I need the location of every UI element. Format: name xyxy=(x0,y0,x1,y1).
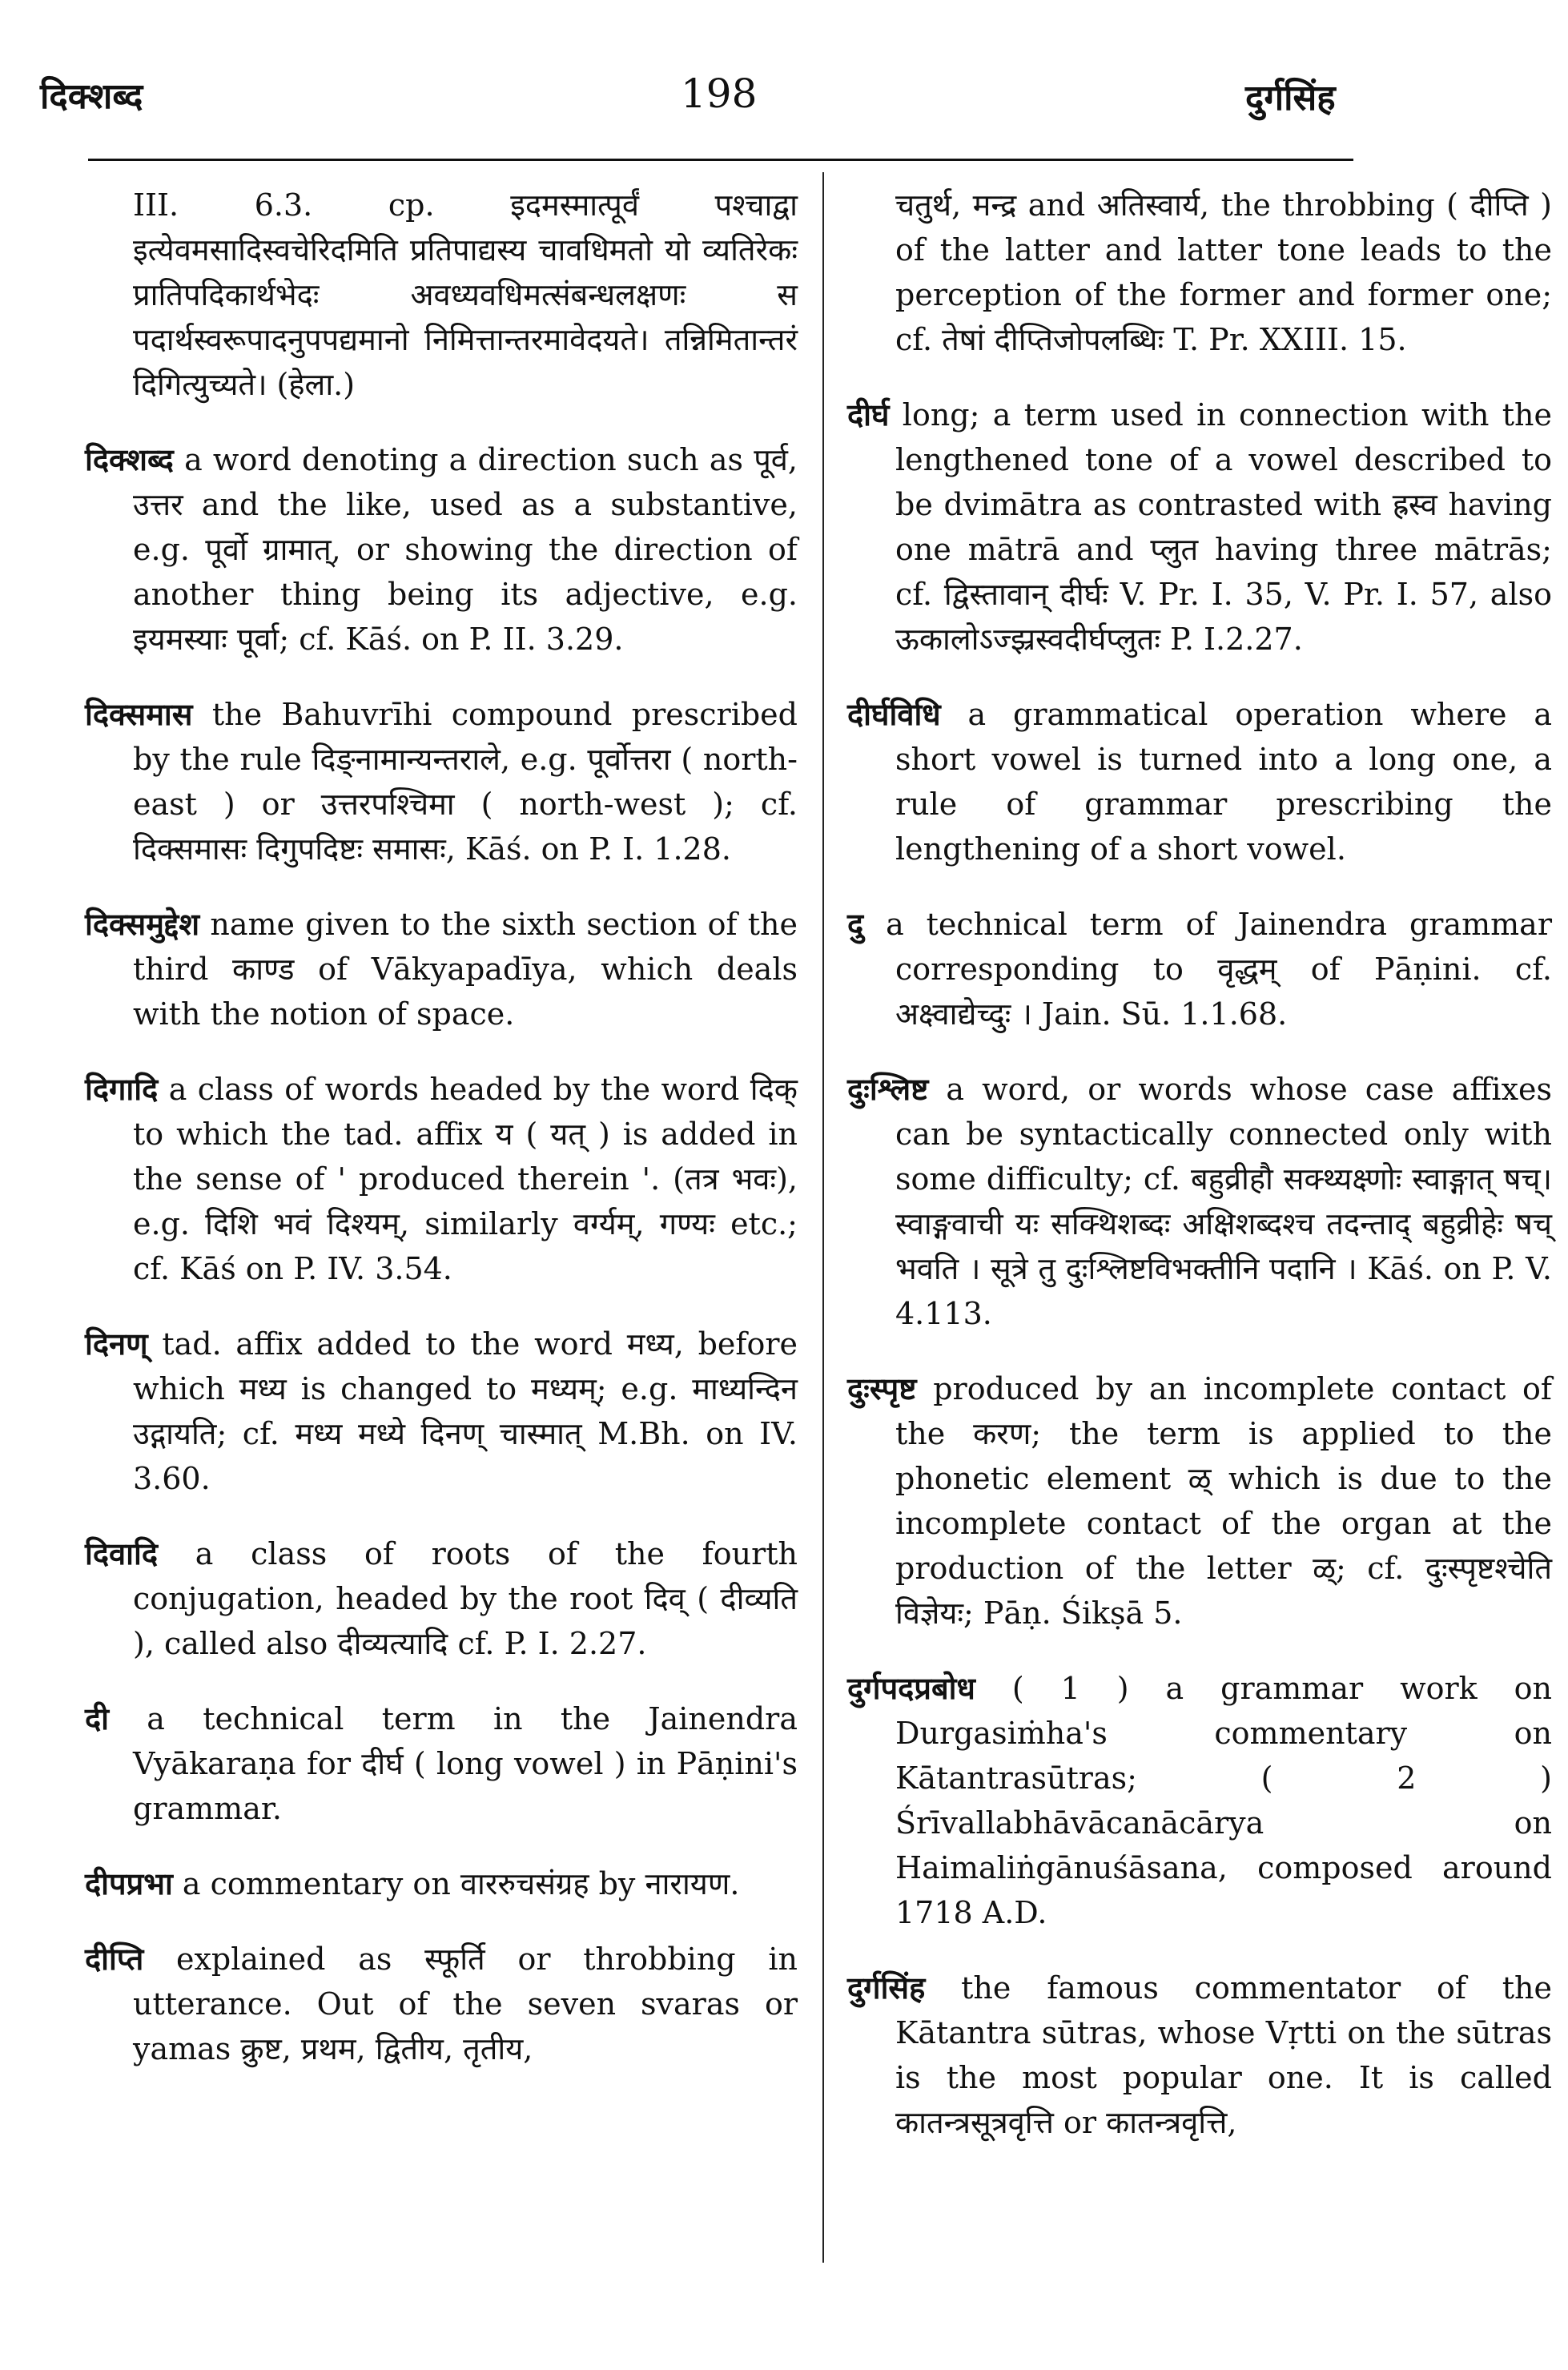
dictionary-entry xyxy=(847,1366,1552,1636)
dictionary-entry xyxy=(85,437,798,662)
entry-headword: दिगादि xyxy=(85,1071,159,1107)
left-column xyxy=(85,183,798,2102)
entry-definition: tad. affix added to the word मध्य, before which मध्य is changed to मध्यम्; e.g. माध्यन्दिन उद्गायति; cf. मध्य मध्ये दिनण् चास्मात् M.Bh. on IV. 3.60. xyxy=(133,1326,798,1496)
entry-headword: दिक्शब्द xyxy=(85,441,174,477)
dictionary-entry xyxy=(85,1067,798,1291)
dictionary-entry xyxy=(847,1666,1552,1935)
entry-headword: दिक्समास xyxy=(85,696,193,732)
dictionary-entry xyxy=(847,392,1552,662)
entry-definition: name given to the sixth section of the third काण्ड of Vākyapadīya, which deals with the notion of space. xyxy=(133,907,798,1032)
entry-definition: ( 1 ) a grammar work on Durgasiṁha's commentary on Kātantrasūtras; ( 2 ) Śrīvallabhāvācanācārya on Haimaliṅgānuśāsana, composed around 1718 A.D. xyxy=(895,1671,1552,1930)
entry-list xyxy=(847,392,1552,2145)
dictionary-entry xyxy=(847,1966,1552,2145)
entry-headword: दुःश्लिष्ट xyxy=(847,1071,929,1107)
entry-definition: a technical term of Jainendra grammar corresponding to वृद्धम् of Pāṇini. cf. अक्ष्वाद्येच्दुः । Jain. Sū. 1.1.68. xyxy=(863,907,1552,1032)
dictionary-entry xyxy=(847,902,1552,1036)
entry-definition: a class of words headed by the word दिक् to which the tad. affix य ( यत् ) is added in the sense of ' produced therein '. (तत्र भवः), e.g. दिशि भवं दिश्यम्, similarly वर्ग्यम्, गण्यः etc.; cf. Kāś on P. IV. 3.54. xyxy=(133,1072,798,1286)
entry-headword: दिनण् xyxy=(85,1326,148,1362)
entry-definition: produced by an incomplete contact of the करण; the term is applied to the phonetic element ळ् which is due to the incomplete contact of the organ at the production of the letter ळ्; cf. दुःस्पृष्टश्चेति विज्ञेयः; Pāṇ. Śikṣā 5. xyxy=(895,1371,1552,1631)
entry-headword: दीर्घ xyxy=(847,396,890,433)
entry-definition: a grammatical operation where a short vowel is turned into a long one, a rule of grammar prescribing the lengthening of a short vowel. xyxy=(895,697,1552,867)
entry-definition: a word, or words whose case affixes can be syntactically connected only with some difficulty; cf. बहुव्रीहौ सक्थ्यक्ष्णोः स्वाङ्गात् षच्। स्वाङ्गवाची यः सक्थिशब्दः अक्षिशब्दश्च तदन्ताद् बहुव्रीहेः षच् भवति । सूत्रे तु दुःश्लिष्टविभक्तीनि पदानि । Kāś. on P. V. 4.113. xyxy=(895,1072,1552,1331)
dictionary-entry xyxy=(85,1696,798,1831)
continuation-text: चतुर्थ, मन्द्र and अतिस्वार्य, the throbbing ( दीप्ति ) of the latter and latter tone leads to the perception of the former and former one; cf. तेषां दीप्तिजोपलब्धिः T. Pr. XXIII. 15. xyxy=(895,187,1552,357)
dictionary-entry xyxy=(847,1067,1552,1336)
entry-definition: a commentary on वाररुचसंग्रह by नारायण. xyxy=(172,1866,740,1901)
dictionary-entry xyxy=(85,1322,798,1501)
entry-headword: दी xyxy=(85,1700,110,1736)
dictionary-entry xyxy=(85,1861,798,1906)
entry-definition: long; a term used in connection with the lengthened tone of a vowel described to be dvimātra as contrasted with ह्रस्व having one mātrā and प्लुत having three mātrās; cf. द्विस्तावान् दीर्घः V. Pr. I. 35, V. Pr. I. 57, also ऊकालोऽज्झ्रस्वदीर्घप्लुतः P. I.2.27. xyxy=(889,397,1552,657)
entry-headword: दुःस्पृष्ट xyxy=(847,1370,917,1406)
dictionary-entry xyxy=(85,1937,798,2071)
entry-headword: दीप्ति xyxy=(85,1941,144,1977)
column-divider xyxy=(822,172,824,2263)
entry-headword: दीपप्रभा xyxy=(85,1865,173,1901)
right-column xyxy=(847,183,1552,2175)
entry-list xyxy=(85,437,798,2071)
dictionary-entry xyxy=(847,692,1552,871)
header-left-guide-word: दिक्शब्द xyxy=(40,76,143,117)
entry-definition: a class of roots of the fourth conjugation, headed by the root दिव् ( दीव्यति ), called also दीव्यत्यादि cf. P. I. 2.27. xyxy=(133,1536,798,1661)
header-rule xyxy=(88,159,1353,161)
dictionary-entry xyxy=(85,902,798,1036)
entry-headword: दु xyxy=(847,906,864,942)
entry-definition: explained as स्फूर्ति or throbbing in utterance. Out of the seven svaras or yamas क्रुष्ट, प्रथम, द्वितीय, तृतीय, xyxy=(133,1941,798,2066)
entry-definition: the Bahuvrīhi compound prescribed by the rule दिङ्नामान्यन्तराले, e.g. पूर्वोत्तरा ( north-east ) or उत्तरपश्चिमा ( north-west ); cf. दिक्समासः दिगुपदिष्टः समासः, Kāś. on P. I. 1.28. xyxy=(133,697,798,867)
dictionary-entry xyxy=(85,1531,798,1666)
entry-headword: दुर्गसिंह xyxy=(847,1970,926,2006)
entry-definition: a technical term in the Jainendra Vyākaraṇa for दीर्घ ( long vowel ) in Pāṇini's grammar. xyxy=(109,1701,798,1826)
entry-headword: दिक्समुद्देश xyxy=(85,906,200,942)
entry-definition: a word denoting a direction such as पूर्व, उत्तर and the like, used as a substantive, e.g. पूर्वो ग्रामात्, or showing the direction of another thing being its adjective, e.g. इयमस्याः पूर्वा; cf. Kāś. on P. II. 3.29. xyxy=(133,442,798,657)
entry-headword: दुर्गपदप्रबोध xyxy=(847,1670,975,1706)
header-right-guide-word: दुर्गसिंह xyxy=(1245,78,1336,119)
dictionary-entry xyxy=(85,692,798,871)
entry-headword: दीर्घविधि xyxy=(847,696,941,732)
entry-definition: the famous commentator of the Kātantra sūtras, whose Vṛtti on the sūtras is the most popular one. It is called कातन्त्रसूत्रवृत्ति or कातन्त्रवृत्ति, xyxy=(895,1970,1552,2140)
continuation-text: III. 6.3. cp. इदमस्मात्पूर्वं पश्चाद्वा इत्येवमसादिस्वचेरिदमिति प्रतिपाद्यस्य चावधिमतो यो व्यतिरेकः प्रातिपदिकार्थभेदः अवध्यवधिमत्संबन्धलक्षणः स पदार्थस्वरूपादनुपपद्यमानो निमित्तान्तरमावेदयते। तन्निमितान्तरं दिगित्युच्यते। (हेला.) xyxy=(133,187,798,402)
entry-headword: दिवादि xyxy=(85,1535,159,1571)
page-number: 198 xyxy=(681,70,758,117)
